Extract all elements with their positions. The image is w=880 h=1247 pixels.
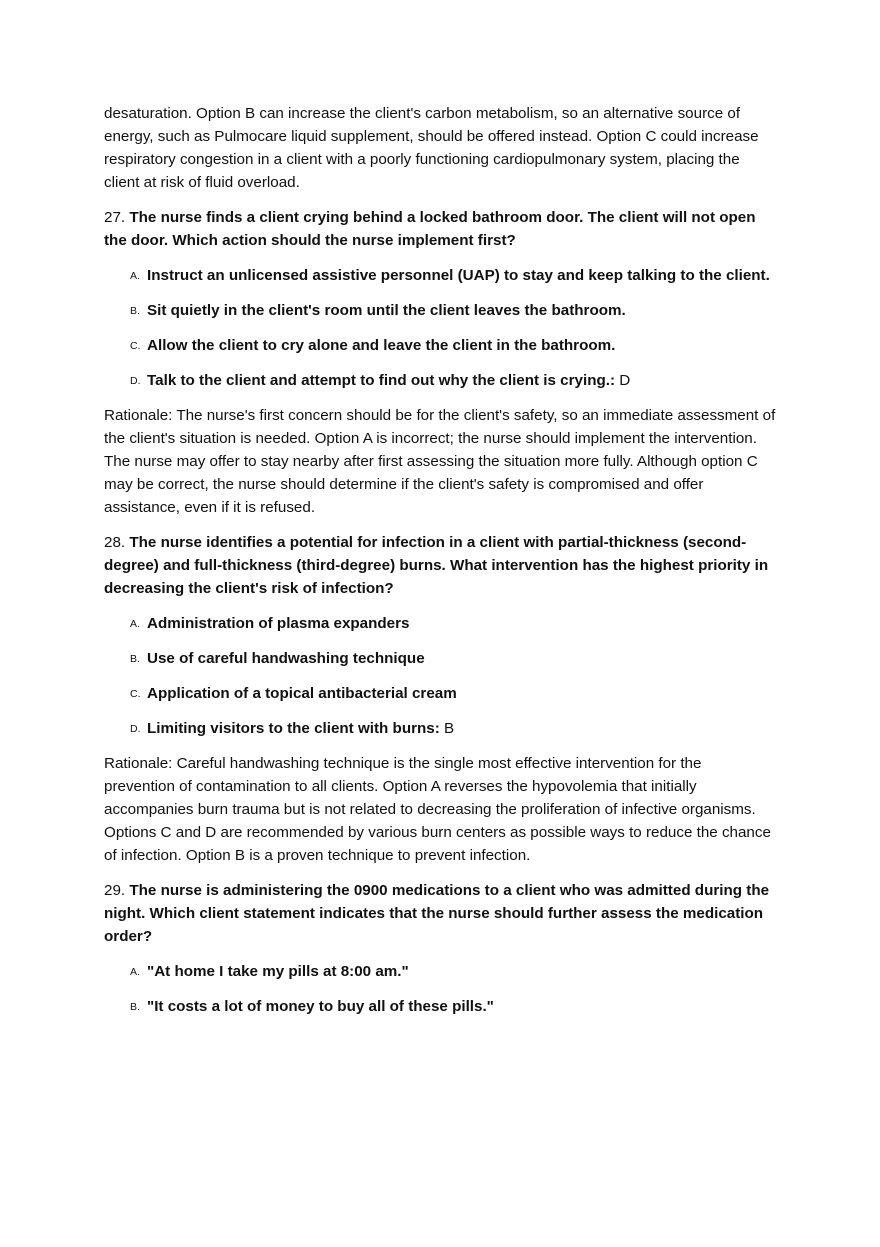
option-text: "It costs a lot of money to buy all of these pills." [147, 998, 494, 1015]
option-letter: C. [130, 688, 141, 700]
question-text: The nurse is administering the 0900 medications to a client who was admitted during the night. Which client statement indicates that the nurse should further assess the medication order? [104, 882, 770, 945]
option-letter: A. [130, 966, 140, 978]
option-letter: D. [130, 723, 141, 735]
option-item [104, 612, 776, 635]
option-text: Administration of plasma expanders [147, 615, 410, 632]
option-item [104, 682, 776, 705]
option-item [104, 299, 776, 322]
options-list [104, 960, 776, 1018]
option-item [104, 960, 776, 983]
option-letter: C. [130, 340, 141, 352]
option-text: Sit quietly in the client's room until the client leaves the bathroom. [147, 302, 626, 319]
answer-key: D [619, 372, 631, 389]
answer-key: B [444, 720, 455, 737]
option-text: Talk to the client and attempt to find out why the client is crying.: [147, 372, 616, 389]
option-item [104, 717, 776, 740]
option-letter: A. [130, 270, 140, 282]
document-page [104, 102, 776, 1030]
option-letter: B. [130, 305, 140, 317]
option-letter: A. [130, 618, 140, 630]
options-list [104, 264, 776, 392]
option-item [104, 264, 776, 287]
question-stem [104, 531, 776, 600]
question-text: The nurse finds a client crying behind a locked bathroom door. The client will not open the door. Which action should the nurse implement first? [104, 209, 756, 249]
question-stem [104, 879, 776, 948]
intro-paragraph: desaturation. Option B can increase the client's carbon metabolism, so an alternative source of energy, such as Pulmocare liquid supplement, should be offered instead. Option C could increase respiratory congestion in a client with a poorly functioning cardiopulmonary system, placing the client at risk of fluid overload. [104, 105, 759, 191]
question-block [104, 879, 776, 1018]
option-item [104, 334, 776, 357]
option-text: "At home I take my pills at 8:00 am." [147, 963, 409, 980]
option-text: Limiting visitors to the client with burns: [147, 720, 440, 737]
question-number: 28. [104, 534, 126, 551]
question-stem [104, 206, 776, 252]
option-letter: B. [130, 1001, 140, 1013]
question-number: 29. [104, 882, 126, 899]
question-text: The nurse identifies a potential for infection in a client with partial-thickness (second-degree) and full-thickness (third-degree) burns. What intervention has the highest priority in decreasing the client's risk of infection? [104, 534, 769, 597]
question-block [104, 531, 776, 867]
question-block [104, 206, 776, 519]
option-text: Application of a topical antibacterial cream [147, 685, 457, 702]
option-letter: B. [130, 653, 140, 665]
rationale-paragraph: Rationale: The nurse's first concern should be for the client's safety, so an immediate assessment of the client's situation is needed. Option A is incorrect; the nurse should implement the intervention. The nurse may offer to stay nearby after first assessing the situation more fully. Although option C may be correct, the nurse should determine if the client's safety is compromised and offer assistance, even if it is refused. [104, 407, 776, 516]
option-letter: D. [130, 375, 141, 387]
option-item [104, 647, 776, 670]
option-text: Allow the client to cry alone and leave the client in the bathroom. [147, 337, 616, 354]
rationale-paragraph: Rationale: Careful handwashing technique is the single most effective intervention for the prevention of contamination to all clients. Option A reverses the hypovolemia that initially accompanies burn trauma but is not related to decreasing the proliferation of infective organisms. Options C and D are recommended by various burn centers as possible ways to reduce the chance of infection. Option B is a proven technique to prevent infection. [104, 755, 771, 864]
option-text: Instruct an unlicensed assistive personnel (UAP) to stay and keep talking to the client. [147, 267, 770, 284]
options-list [104, 612, 776, 740]
question-number: 27. [104, 209, 126, 226]
option-text: Use of careful handwashing technique [147, 650, 425, 667]
option-item [104, 995, 776, 1018]
option-item [104, 369, 776, 392]
